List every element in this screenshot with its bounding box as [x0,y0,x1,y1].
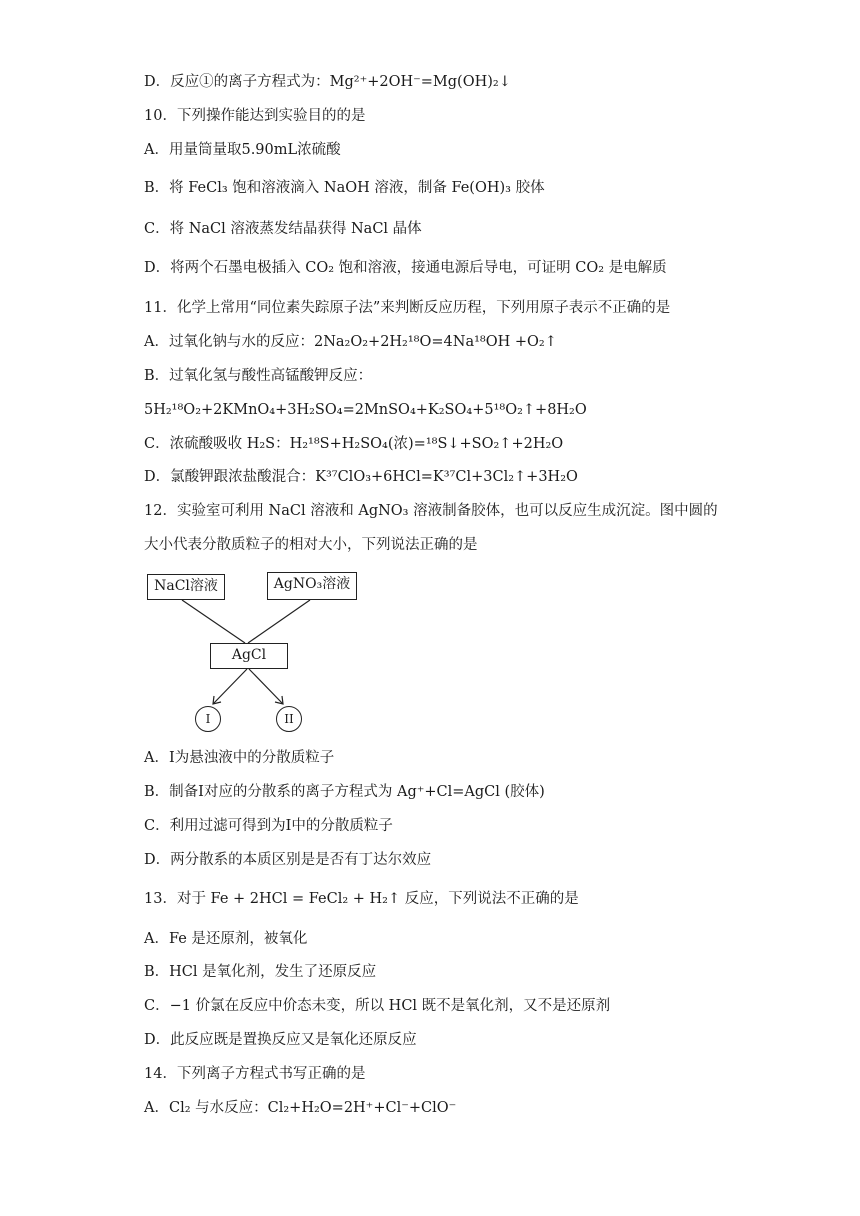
q11-option-d: D．氯酸钾跟浓盐酸混合：K³⁷ClO₃+6HCl=K³⁷Cl+3Cl₂↑+3H₂O [144,469,578,485]
q11-option-b: B．过氧化氢与酸性高锰酸钾反应： [144,368,373,384]
q10-option-a: A．用量筒量取5.90mL浓硫酸 [144,142,341,158]
circle-dispersion-1: I [195,706,221,732]
q13-option-b: B．HCl 是氧化剂，发生了还原反应 [144,964,377,980]
q13-option-c: C．−1 价氯在反应中价态未变，所以 HCl 既不是氧化剂，又不是还原剂 [144,998,611,1014]
q9-option-d: D．反应①的离子方程式为：Mg²⁺+2OH⁻=Mg(OH)₂↓ [144,74,511,90]
q13-option-d: D．此反应既是置换反应又是氧化还原反应 [144,1032,417,1048]
q11-option-c: C．浓硫酸吸收 H₂S：H₂¹⁸S+H₂SO₄(浓)=¹⁸S↓+SO₂↑+2H₂O [144,436,564,452]
box-nacl-solution: NaCl溶液 [147,574,225,600]
q10-option-d: D．将两个石墨电极插入 CO₂ 饱和溶液，接通电源后导电，可证明 CO₂ 是电解质 [144,260,667,276]
q12-stem-line2: 大小代表分散质粒子的相对大小，下列说法正确的是 [144,537,478,553]
q10-stem: 10．下列操作能达到实验目的的是 [144,108,366,124]
q12-option-b: B．制备I对应的分散系的离子方程式为 Ag⁺+Cl=AgCl (胶体) [144,784,545,800]
q10-option-b: B．将 FeCl₃ 饱和溶液滴入 NaOH 溶液，制备 Fe(OH)₃ 胶体 [144,180,545,196]
q14-option-a: A．Cl₂ 与水反应：Cl₂+H₂O=2H⁺+Cl⁻+ClO⁻ [144,1100,457,1116]
line-nacl-agcl [182,600,245,643]
q12-option-a: A．I为悬浊液中的分散质粒子 [144,750,335,766]
circle-dispersion-2: II [276,706,302,732]
q11-stem: 11．化学上常用“同位素失踪原子法”来判断反应历程，下列用原子表示不正确的是 [144,300,671,316]
q11-option-b-equation: 5H₂¹⁸O₂+2KMnO₄+3H₂SO₄=2MnSO₄+K₂SO₄+5¹⁸O₂↑+8H₂O [144,402,587,418]
q12-stem-line1: 12．实验室可利用 NaCl 溶液和 AgNO₃ 溶液制备胶体，也可以反应生成沉淀。图中圆的 [144,503,718,519]
q12-option-c: C．利用过滤可得到为I中的分散质粒子 [144,818,393,834]
q13-stem: 13．对于 Fe + 2HCl = FeCl₂ + H₂↑ 反应，下列说法不正确的是 [144,891,579,907]
arrow-to-circle-1 [213,669,247,704]
box-agcl: AgCl [210,643,288,669]
arrow-to-circle-2 [249,669,283,704]
line-agno3-agcl [248,600,310,643]
q11-option-a: A．过氧化钠与水的反应：2Na₂O₂+2H₂¹⁸O=4Na¹⁸OH +O₂↑ [144,334,557,350]
q14-stem: 14．下列离子方程式书写正确的是 [144,1066,366,1082]
q10-option-c: C．将 NaCl 溶液蒸发结晶获得 NaCl 晶体 [144,221,422,237]
q12-option-d: D．两分散系的本质区别是是否有丁达尔效应 [144,852,432,868]
q13-option-a: A．Fe 是还原剂，被氧化 [144,931,308,947]
dispersion-diagram [140,566,370,738]
box-agno3-solution: AgNO₃溶液 [267,572,357,600]
